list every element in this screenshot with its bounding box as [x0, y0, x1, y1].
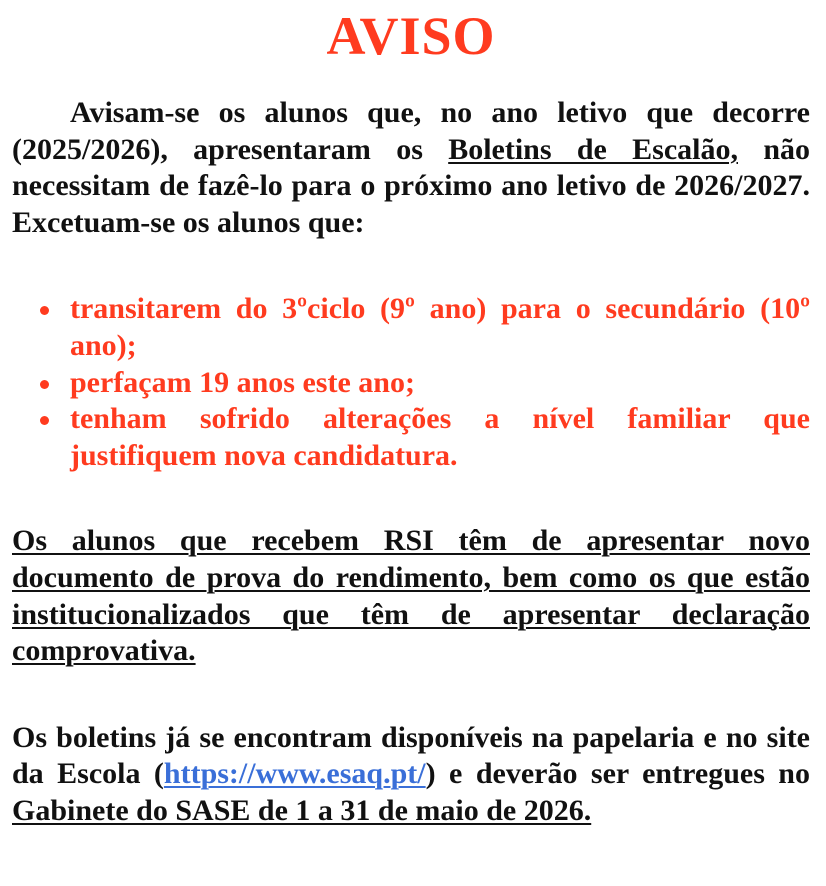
sase-office-deadline: Gabinete do SASE de 1 a 31 de maio de 2026.: [12, 793, 592, 827]
boletins-text-before: Os boletins já se encontram disponíveis na papelaria e no site da Escola (: [12, 720, 810, 791]
notice-title: AVISO: [326, 6, 496, 66]
intro-paragraph: [12, 95, 810, 241]
rsi-notice: Os alunos que recebem RSI têm de apresentar novo documento de prova do rendimento, bem como os que estão institucionalizados que têm de apresentar declaração comprovativa.: [12, 524, 810, 668]
list-item-text: perfaçam 19 anos este ano;: [70, 365, 415, 399]
intro-text-before: Avisam-se os alunos que, no ano letivo que decorre (2025/2026), apresentaram os: [12, 96, 810, 166]
bullet-icon: [40, 416, 49, 425]
list-item-text: transitarem do 3ºciclo (9º ano) para o secundário (10º ano);: [70, 292, 810, 362]
boletins-text-middle: ) e deverão ser entregues no: [425, 757, 810, 791]
list-item: [12, 365, 810, 402]
list-item: [12, 291, 810, 364]
bullet-icon: [40, 380, 49, 389]
list-item-text: tenham sofrido alterações a nível familiar que justifiquem nova candidatura.: [70, 402, 810, 472]
school-website-link[interactable]: https://www.esaq.pt/: [163, 757, 426, 791]
boletins-escalao-text: Boletins de Escalão,: [448, 132, 738, 166]
notice-page: [0, 6, 826, 886]
list-item: [12, 401, 810, 474]
boletins-paragraph: [12, 720, 810, 830]
bullet-icon: [40, 306, 49, 315]
exception-list: [12, 291, 810, 474]
intro-text-after: não necessitam de fazê-lo para o próximo ano letivo de 2026/2027. Excetuam-se os alunos que:: [12, 132, 810, 239]
